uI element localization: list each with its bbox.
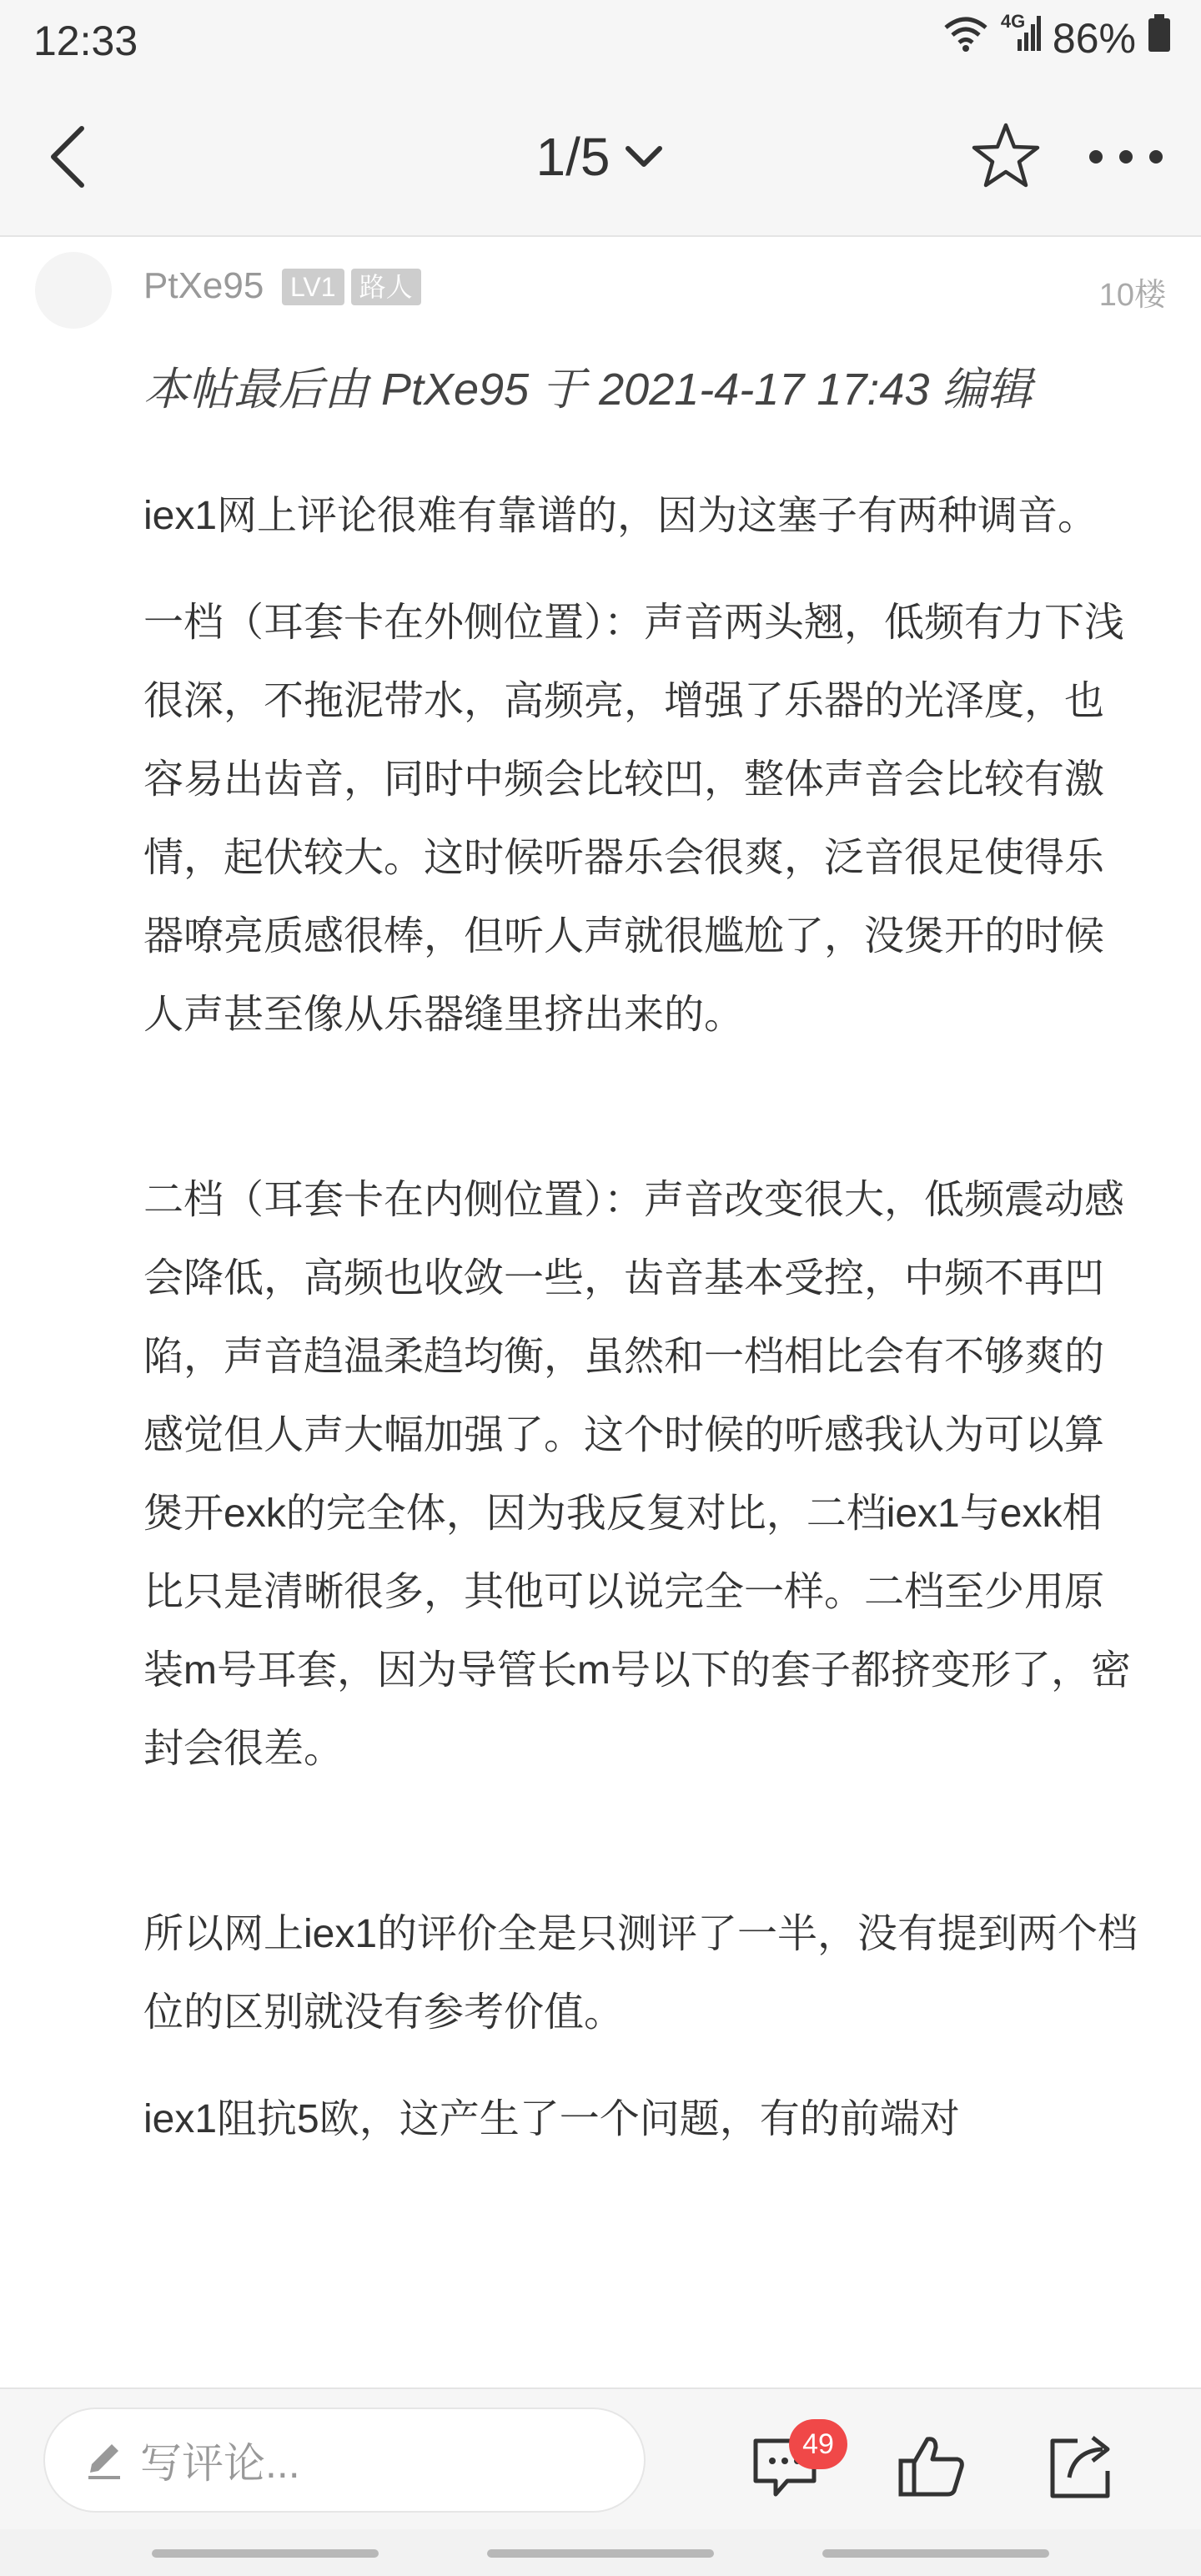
status-right: [942, 11, 1171, 62]
post-content: [143, 477, 1141, 2159]
network-type-label: 4G: [1000, 11, 1026, 32]
post-paragraph: iex1网上评论很难有靠谱的，因为这塞子有两种调音。: [143, 494, 1098, 538]
share-button[interactable]: [1044, 2429, 1119, 2504]
post-paragraph: iex1阻抗5欧，这产生了一个问题，有的前端对: [143, 2097, 960, 2141]
bottom-bar: [0, 2387, 1201, 2531]
nav-recent-pill[interactable]: [152, 2549, 379, 2558]
app-header: [0, 75, 1201, 237]
more-button[interactable]: [1084, 132, 1168, 182]
page-indicator-label: 1/5: [535, 127, 611, 187]
post-paragraph: 二档（耳套卡在内侧位置）：声音改变很大，低频震动感会降低，高频也收敛一些，齿音基本受控，中频不再凹陷，声音趋温柔趋均衡，虽然和一档相比会有不够爽的感觉但人声大幅加强了。这个时候的听感我认为可以算煲开exk的完全体，因为我反复对比，二档iex1与exk相比只是清晰很多，其他可以说完全一样。二档至少用原装m号耳套，因为导管长m号以下的套子都挤变形了，密封会很差。: [143, 1178, 1131, 1771]
system-nav-bar: [0, 2529, 1201, 2576]
comment-input[interactable]: [43, 2407, 646, 2513]
favorite-button[interactable]: [967, 118, 1044, 195]
pencil-icon: [83, 2439, 125, 2481]
post-paragraph: 一档（耳套卡在外侧位置）：声音两头翘，低频有力下浅很深，不拖泥带水，高频亮，增强了乐器的光泽度，也容易出齿音，同时中频会比较凹，整体声音会比较有激情，起伏较大。这时候听器乐会很爽，泛音很足使得乐器嘹亮质感很棒，但听人声就很尴尬了，没煲开的时候人声甚至像从乐器缝里挤出来的。: [143, 601, 1125, 1037]
nav-back-pill[interactable]: [822, 2549, 1049, 2558]
status-time: 12:33: [33, 18, 138, 64]
nav-home-pill[interactable]: [487, 2549, 714, 2558]
status-bar: [0, 0, 1201, 75]
more-dots-icon: [1084, 132, 1168, 182]
comment-count-badge: 49: [789, 2419, 847, 2469]
edit-note: 本帖最后由 PtXe95 于 2021-4-17 17:43 编辑: [143, 365, 1033, 415]
floor-number: 10楼: [1098, 278, 1166, 313]
share-icon: [1044, 2429, 1119, 2504]
signal-icon: [1000, 11, 1041, 63]
chevron-down-icon: [623, 140, 665, 174]
post-paragraph: 所以网上iex1的评价全是只测评了一半，没有提到两个档位的区别就没有参考价值。: [143, 1912, 1138, 2035]
post: [0, 237, 1201, 2389]
thumbs-up-icon: [894, 2429, 969, 2504]
battery-percent: 86%: [1052, 15, 1136, 62]
username[interactable]: PtXe95: [143, 265, 264, 306]
wifi-icon: [942, 14, 989, 63]
like-button[interactable]: [894, 2429, 969, 2504]
level-badge: LV1: [282, 269, 344, 305]
avatar[interactable]: [35, 252, 112, 329]
comment-placeholder: 写评论...: [140, 2440, 300, 2487]
user-badges: [282, 269, 421, 305]
star-icon: [967, 118, 1044, 195]
role-badge: 路人: [351, 269, 421, 305]
battery-icon: [1148, 14, 1171, 63]
